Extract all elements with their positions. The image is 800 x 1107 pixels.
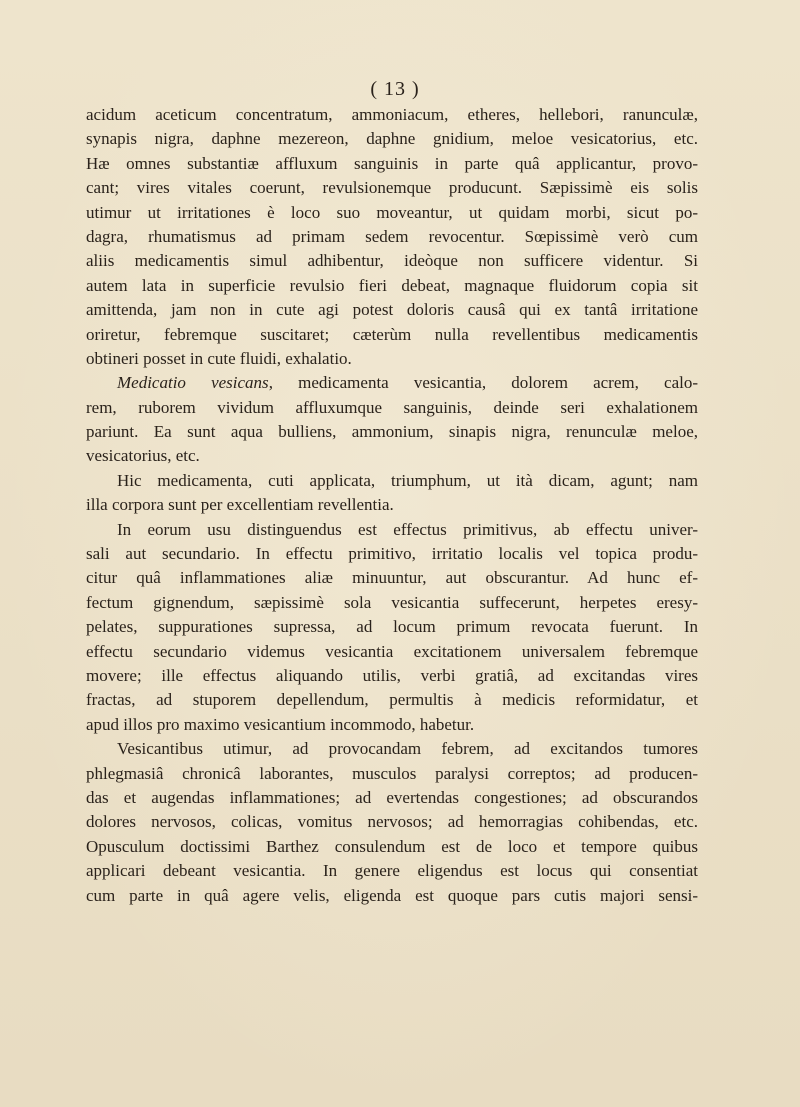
text-line: apud illos pro maximo vesicantium incommodo, habetur.	[86, 714, 475, 734]
text-line: illa corpora sunt per excellentiam revellentia.	[86, 495, 394, 515]
text-run: , medicamenta vesicantia, dolorem acrem, calo-	[268, 373, 698, 393]
text-line: pelates, suppurationes supressa, ad locum primum revocata fuerunt. In	[86, 617, 698, 637]
text-line: sali aut secundario. In effectu primitivo, irritatio localis vel topica produ-	[86, 544, 698, 564]
paragraph-vesicantibus	[86, 737, 698, 908]
text-line: obtineri posset in cute fluidi, exhalatio.	[86, 348, 352, 368]
text-line: Opusculum doctissimi Barthez consulendum est de loco et tempore quibus	[86, 836, 698, 856]
text-line	[86, 371, 698, 395]
text-line: effectu secundario videmus vesicantia excitationem universalem febremque	[86, 641, 698, 661]
text-line: dolores nervosos, colicas, vomitus nervosos; ad hemorragias cohibendas, etc.	[86, 812, 698, 832]
page-body-text	[86, 103, 698, 908]
text-line: applicari debeant vesicantia. In genere eligendus est locus qui consentiat	[86, 861, 698, 881]
text-line: rem, ruborem vividum affluxumque sanguinis, deinde seri exhalationem	[86, 397, 698, 417]
text-line: das et augendas inflammationes; ad evertendas congestiones; ad obscurandos	[86, 787, 698, 807]
text-line: Hic medicamenta, cuti applicata, triumphum, ut ità dicam, agunt; nam	[117, 470, 698, 490]
text-line: acidum aceticum concentratum, ammoniacum, etheres, hellebori, ranunculæ,	[86, 105, 698, 124]
paragraph-medicatio-vesicans	[86, 371, 698, 469]
text-line: citur quâ inflammationes aliæ minuuntur, aut obscurantur. Ad hunc ef-	[86, 568, 698, 588]
text-line: amittenda, jam non in cute agi potest doloris causâ qui ex tantâ irritatione	[86, 300, 698, 320]
text-line: fectum gignendum, sæpissimè sola vesicantia suffecerunt, herpetes eresy-	[86, 592, 698, 612]
paragraph-effectus	[86, 518, 698, 738]
text-line: cant; vires vitales coerunt, revulsionemque producunt. Sæpissimè eis solis	[86, 178, 698, 198]
page-number: ( 13 )	[370, 78, 420, 100]
text-line: oriretur, febremque suscitaret; cæterùm nulla revellentibus medicamentis	[86, 324, 698, 344]
text-line: pariunt. Ea sunt aqua bulliens, ammonium, sinapis nigra, renunculæ meloe,	[86, 422, 698, 442]
text-line: dagra, rhumatismus ad primam sedem revocentur. Sœpissimè verò cum	[86, 226, 698, 246]
text-line: Vesicantibus utimur, ad provocandam febrem, ad excitandos tumores	[117, 739, 698, 759]
text-line: phlegmasiâ chronicâ laborantes, musculos paralysi correptos; ad producen-	[86, 763, 698, 783]
text-line: In eorum usu distinguendus est effectus primitivus, ab effectu univer-	[117, 519, 698, 539]
text-line: synapis nigra, daphne mezereon, daphne gnidium, meloe vesicatorius, etc.	[86, 129, 698, 149]
text-line: vesicatorius, etc.	[86, 446, 200, 466]
text-line: fractas, ad stuporem depellendum, permultis à medicis reformidatur, et	[86, 690, 698, 710]
paragraph-continued	[86, 103, 698, 371]
text-line: autem lata in superficie revulsio fieri debeat, magnaque fluidorum copia sit	[86, 275, 698, 295]
text-line: movere; ille effectus aliquando utilis, verbi gratiâ, ad excitandas vires	[86, 665, 698, 685]
text-line: Hæ omnes substantiæ affluxum sanguinis in parte quâ applicantur, provo-	[86, 153, 698, 173]
text-line: utimur ut irritationes è loco suo moveantur, ut quidam morbi, sicut po-	[86, 202, 698, 222]
italic-term: Medicatio vesicans	[117, 373, 269, 393]
text-line: aliis medicamentis simul adhibentur, ideòque non sufficere videntur. Si	[86, 251, 698, 271]
paragraph-hic-medicamenta	[86, 469, 698, 518]
text-line: cum parte in quâ agere velis, eligenda est quoque pars cutis majori sensi-	[86, 885, 698, 905]
